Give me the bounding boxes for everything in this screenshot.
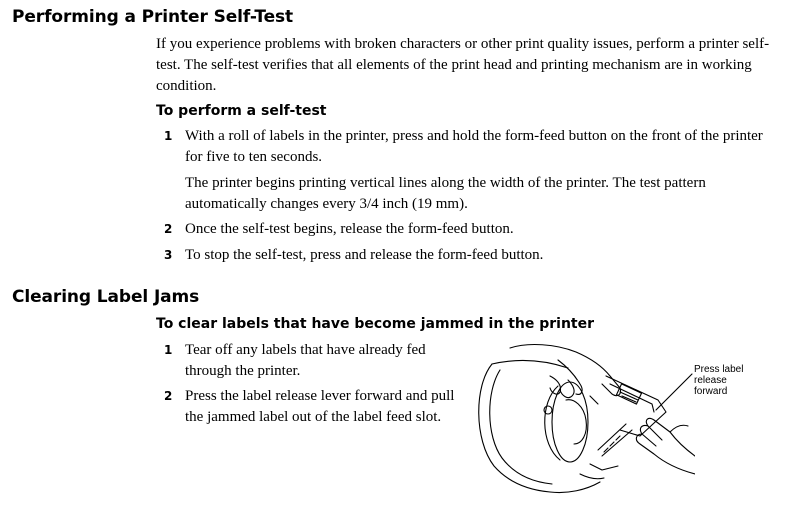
step-text: To stop the self-test, press and release the form-feed button. <box>185 247 544 263</box>
callout-line: Press label <box>694 364 744 375</box>
step-text: Once the self-test begins, release the form-feed button. <box>185 221 514 237</box>
step-number: 2 <box>164 222 173 236</box>
procedure-title-self-test: To perform a self-test <box>156 103 327 119</box>
callout-line: release <box>694 375 727 386</box>
step-number: 1 <box>164 343 173 357</box>
step-number: 2 <box>164 389 173 403</box>
self-test-intro: If you experience problems with broken characters or other print quality issues, perform a printer self-test. The self-test verifies that all elements of the print head and printing mechanism are in working condition. <box>156 36 770 94</box>
printer-label-release-illustration <box>470 340 695 500</box>
step-note: The printer begins printing vertical lines along the width of the printer. The test pattern automatically changes every 3/4 inch (19 mm). <box>185 175 706 212</box>
step-text: Tear off any labels that have already fed through the printer. <box>185 342 426 379</box>
step-text: Press the label release lever forward and pull the jammed label out of the label feed slot. <box>185 388 455 425</box>
callout-line: forward <box>694 386 728 397</box>
section-title-label-jams: Clearing Label Jams <box>12 287 200 307</box>
step-number: 3 <box>164 248 173 262</box>
figure-callout <box>694 364 764 397</box>
procedure-title-label-jams: To clear labels that have become jammed in the printer <box>156 316 595 332</box>
section-title-self-test: Performing a Printer Self-Test <box>12 7 294 27</box>
step-number: 1 <box>164 129 173 143</box>
step-text: With a roll of labels in the printer, press and hold the form-feed button on the front of the printer for five to ten seconds. <box>185 128 763 165</box>
